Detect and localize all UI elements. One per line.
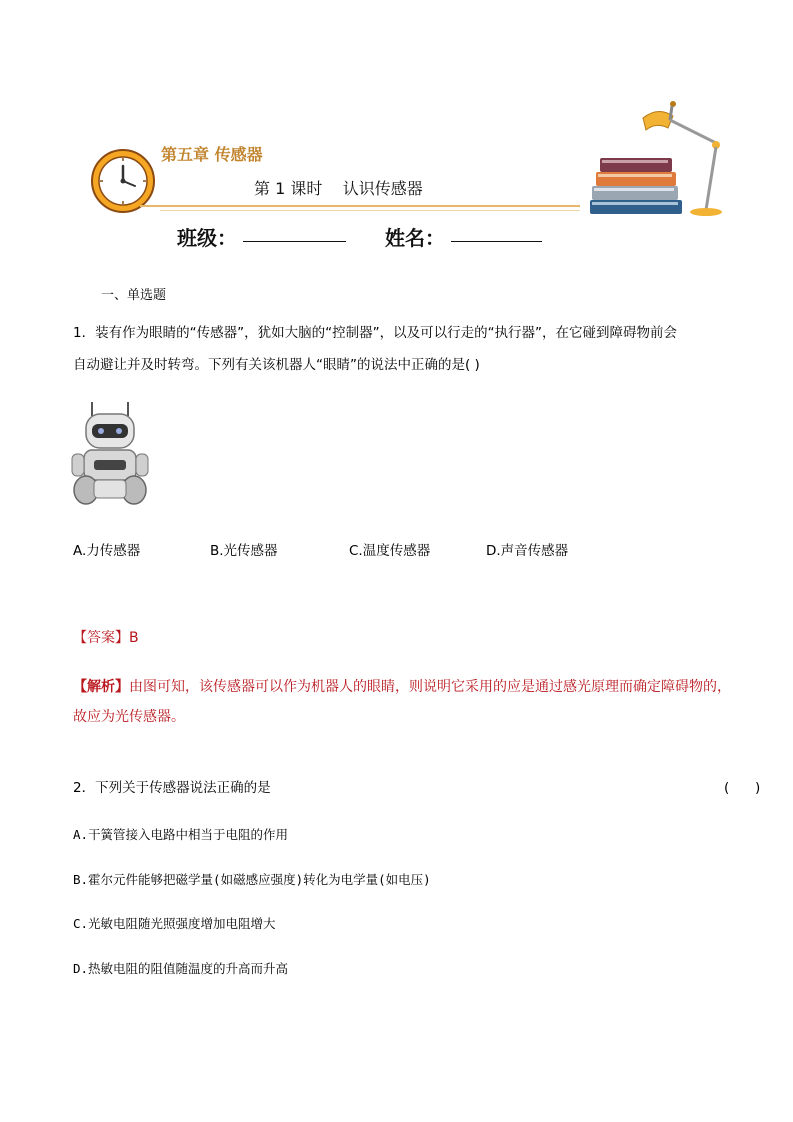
q2-answer-bracket[interactable]: ( ) xyxy=(724,780,761,796)
q2-option-c[interactable]: C.光敏电阻随光照强度增加电阻增大 xyxy=(73,916,276,931)
q1-answer xyxy=(73,627,139,647)
chapter-title: 第五章 传感器 xyxy=(161,145,263,164)
q1-option-b[interactable]: B.光传感器 xyxy=(210,543,278,559)
q1-explanation xyxy=(73,672,733,732)
q2-option-b[interactable]: B.霍尔元件能够把磁学量(如磁感应强度)转化为电学量(如电压) xyxy=(73,872,431,887)
header-rule xyxy=(140,205,580,207)
q2-option-a[interactable]: A.干簧管接入电路中相当于电阻的作用 xyxy=(73,827,289,842)
q1-option-d[interactable]: D.声音传感器 xyxy=(486,543,569,559)
section-title: 一、单选题 xyxy=(101,288,167,303)
answer-value: B xyxy=(129,630,139,646)
q1-option-c[interactable]: C.温度传感器 xyxy=(349,543,431,559)
q2-option-d[interactable]: D.热敏电阻的阻值随温度的升高而升高 xyxy=(73,961,289,976)
name-blank[interactable] xyxy=(451,241,542,242)
answer-label: 【答案】 xyxy=(73,630,129,646)
class-blank[interactable] xyxy=(243,241,346,242)
header-rule-thin xyxy=(160,210,580,211)
q2-stem: 2．下列关于传感器说法正确的是 xyxy=(73,780,271,796)
lesson-title: 第 1 课时 认识传感器 xyxy=(254,179,423,198)
explanation-text: 由图可知，该传感器可以作为机器人的眼睛，则说明它采用的应是通过感光原理而确定障碍物的， xyxy=(129,679,731,695)
name-label: 姓名： xyxy=(385,226,445,250)
explanation-line2: 故应为光传感器。 xyxy=(73,709,185,725)
q1-stem-line2: 自动避让并及时转弯。下列有关该机器人“眼睛”的说法中正确的是( ) xyxy=(73,357,480,373)
robot-image xyxy=(70,400,150,508)
q1-stem-line1: 1．装有作为眼睛的“传感器”，犹如大脑的“控制器”，以及可以行走的“执行器”，在它碰到障碍物前会 xyxy=(73,325,678,341)
class-label: 班级： xyxy=(177,226,237,250)
explanation-line1 xyxy=(73,672,733,702)
books-lamp-illustration xyxy=(588,98,728,220)
q1-option-a[interactable]: A.力传感器 xyxy=(73,543,141,559)
explanation-label: 【解析】 xyxy=(73,679,129,695)
